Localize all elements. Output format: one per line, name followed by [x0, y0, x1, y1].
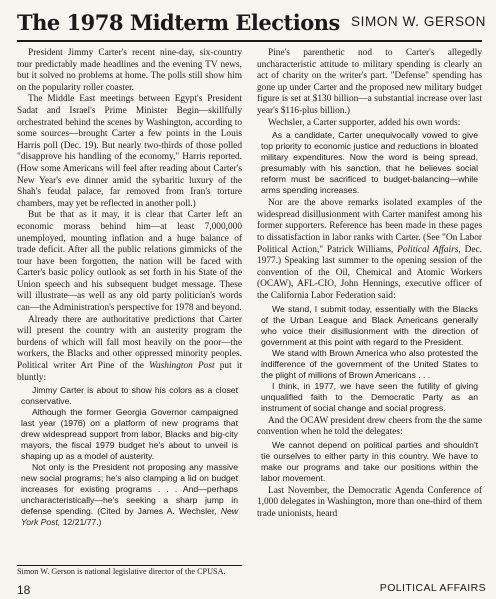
paragraph: Pine's parenthetic nod to Carter's allegedly uncharacteristic attitude to military spending is clearly an act of charity on the writer's part. "Defense" spending has gone up under Carter and the proposed new military budget figure is set at $130 billion—a substantial increase over last year's $116-plus billion.) — [257, 48, 482, 116]
article-author: SIMON W. GERSON — [350, 14, 486, 29]
quote-paragraph: We stand, I submit today, essentially with the Blacks of the Urban League and Black Americans generally who voice their disillusionment with the direction of government at this point with regard to the President. — [261, 303, 478, 347]
right-column — [257, 48, 482, 588]
block-quote — [21, 385, 238, 528]
block-quote — [261, 130, 478, 196]
quote-paragraph: Jimmy Carter is about to show his colors as a closet conservative. — [21, 385, 238, 407]
block-quote — [261, 304, 478, 414]
source-title: Political Affairs, — [397, 244, 461, 255]
quote-paragraph: I think, in 1977, we have seen the futility of giving unqualified faith to the Democratic Party as an instrument of social change and social progress. — [261, 380, 478, 413]
source-title: Washington Post — [149, 361, 215, 372]
paragraph: And the OCAW president drew cheers from the the same convention when he told the delegates: — [257, 415, 482, 438]
footnote-rule — [17, 565, 242, 566]
paragraph: Nor are the above remarks isolated examples of the widespread disillusionment with Carter manifest among his former supporters. Reference has been made in these pages to dissatisfaction in labor ranks with Carter. (See "On Labor Political Action," Patrick Williams, Political Affairs, Dec. 1977.) Speaking last summer to the opening session of the convention of the Oil, Chemical and Atomic Workers (OCAW), AFL-CIO, John Hennings, executive officer of the California Labor Federation said: — [257, 198, 482, 301]
paragraph: The Middle East meetings between Egypt's President Sadat and Israel's Prime Minister Begin—skillfully orchestrated behind the scenes by Washington, according to some sources—brought Carter a few points in the Louis Harris poll (Dec. 19). But nearly two-thirds of those polled "disapprove his handling of the economy," Harris reported. (How some Americans will feel after reading about Carter's New Year's eve dinner amid the sybaritic luxury of the Shah's feudal palace, far removed from Iran's torture chambers, may yet be reflected in another poll.) — [17, 94, 242, 209]
author-footnote: Simon W. Gerson is national legislative director of the CPUSA. — [17, 567, 226, 576]
paragraph: Already there are authoritative predictions that Carter will present the country with an austerity program the burdens of which will fall most heavily on the poor—the workers, the Blacks and other oppressed minority peoples. Political writer Art Pine of the Washington Post put it bluntly: — [17, 314, 243, 383]
quote-paragraph: We stand with Brown America who also protested the indifference of the government of the United States to the plight of millions of Brown Americans . . . — [261, 347, 478, 380]
publication-name: POLITICAL AFFAIRS — [379, 582, 486, 594]
quote-paragraph: As a candidate, Carter unequivocally vowed to give top priority to economic justice and reductions in bloated military expenditures. Now the word is being spread, presumably with his sanction, that he believes social reform must be sacrificed to budget-balancing—while arms spending increases. — [261, 130, 478, 196]
title-rule — [17, 40, 482, 42]
page-number: 18 — [17, 583, 31, 597]
paragraph: President Jimmy Carter's recent nine-day, six-country tour predictably made headlines and the evening TV news, but it solved no problems at home. The polls still show him on the popularity roller coaster. — [17, 48, 242, 93]
block-quote — [261, 440, 478, 484]
article-title: The 1978 Midterm Elections — [17, 10, 340, 35]
source-title: New York Post, — [21, 506, 238, 528]
paragraph: But be that as it may, it is clear that Carter left an economic morass behind him—at least 7,000,000 unemployed, mounting inflation and a huge balance of trade deficit. After all the public relations gimmicks of the tour have been forgotten, the nation will be faced with Carter's basic policy outlook as set forth in his State of the Union speech and his subsequent budget message. These will illustrate—as well as any old party politician's words can—the Administration's perspective for 1978 and beyond. — [17, 210, 242, 314]
left-column — [17, 48, 242, 563]
paragraph: Last November, the Democratic Agenda Conference of 1,000 delegates in Washington, more than one-third of them trade unionists, heard — [257, 485, 482, 519]
quote-paragraph: Although the former Georgia Governor campaigned last year (1976) on a platform of new programs that drew widespread support from labor, Blacks and big-city mayors, the fiscal 1979 budget he's about to unveil is shaping up as a model of austerity. — [21, 407, 238, 462]
quote-paragraph: Not only is the President not proposing any massive new social programs; he's also clamping a lid on budget increases for existing programs . . . And—perhaps uncharacteristically—he's seeking a sharp jump in defense spending. (Cited by James A. Wechsler, New York Post, 12/21/77.) — [21, 462, 238, 528]
paragraph: Wechsler, a Carter supporter, added his own words: — [268, 117, 461, 128]
quote-paragraph: We cannot depend on political parties and shouldn't tie ourselves to either party in this country. We have to make our programs and take our positions within the labor movement. — [261, 439, 478, 483]
